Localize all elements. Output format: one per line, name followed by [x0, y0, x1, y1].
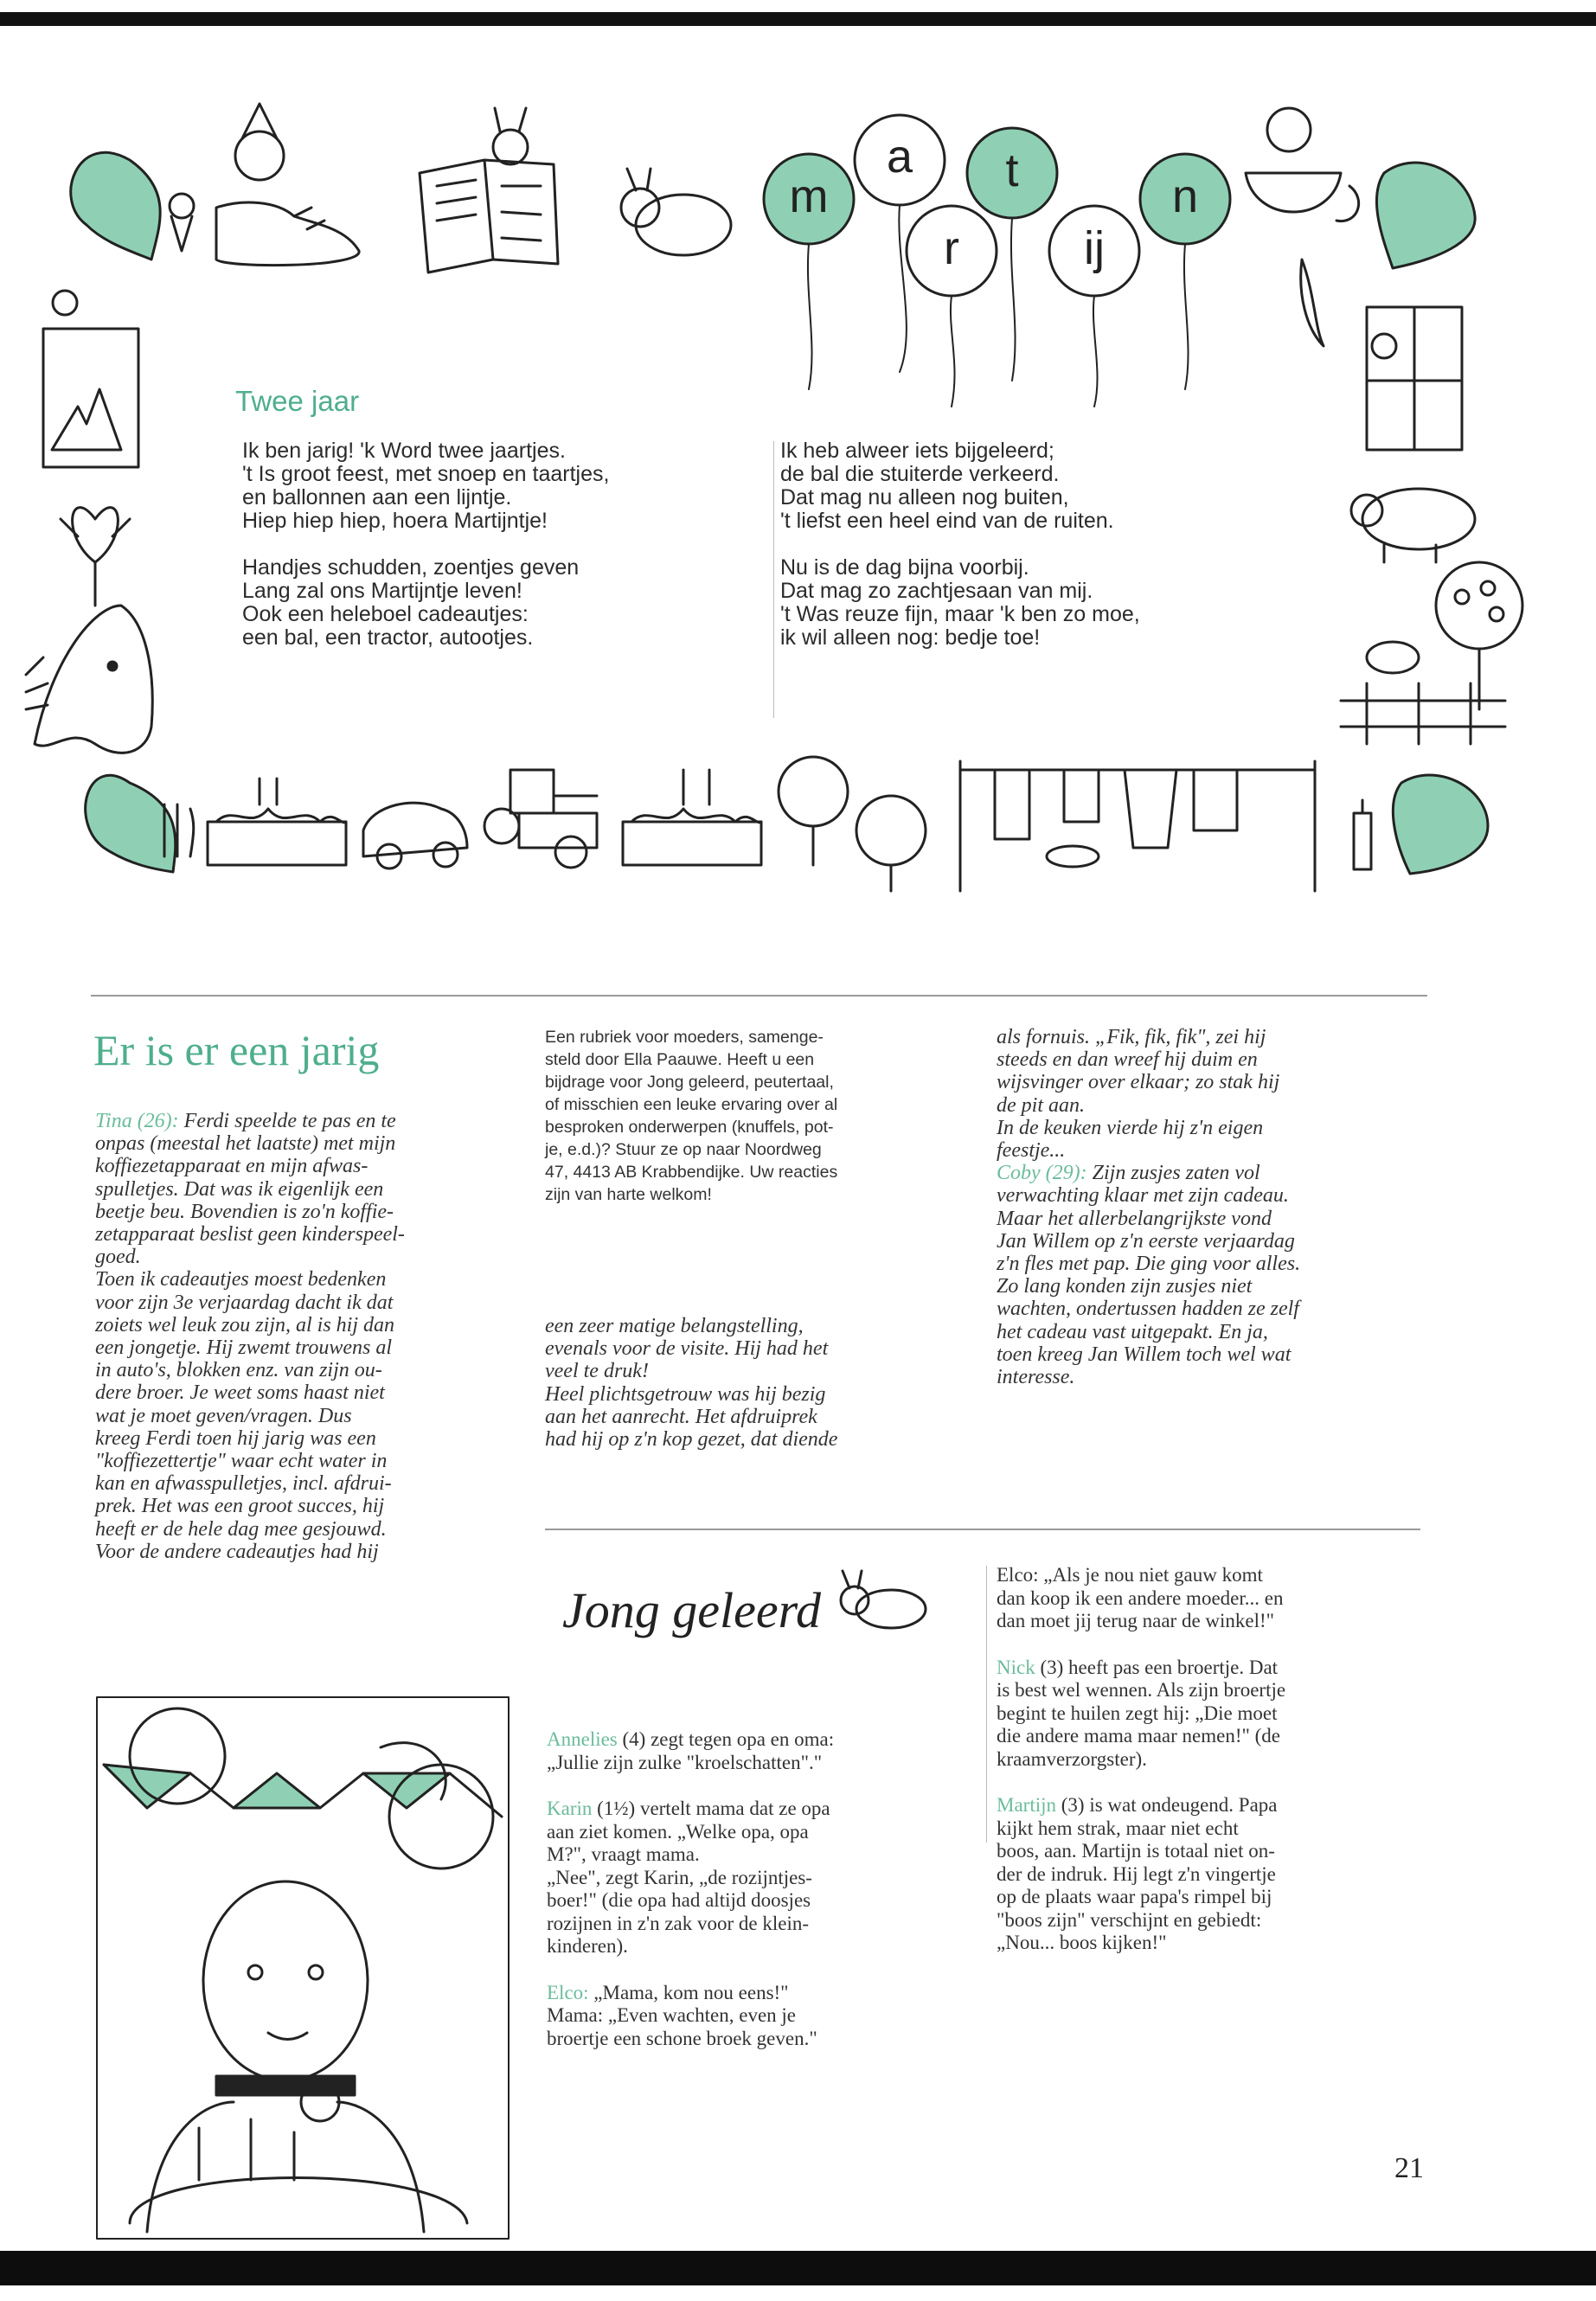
text-line: „Nou... boos kijken!" — [997, 1932, 1167, 1953]
tractor-icon — [484, 770, 597, 868]
text-line: of misschien een leuke ervaring over al — [545, 1095, 838, 1114]
jong-geleerd-left — [547, 1728, 971, 2073]
poem-line: en ballonnen aan een lijntje. — [242, 485, 512, 510]
potty-baby-icon — [1246, 108, 1359, 221]
heart-icon — [1376, 163, 1475, 268]
child-name: Nick — [997, 1656, 1035, 1678]
text-line: dan moet jij terug naar de winkel!" — [997, 1610, 1275, 1631]
jarig-col3-line — [997, 1162, 1429, 1184]
text-line: in auto's, blokken enz. van zijn ou- — [95, 1359, 382, 1382]
text-line: kreeg Ferdi toen hij jarig was een — [95, 1426, 376, 1450]
text-line: steld door Ella Paauwe. Heeft u een — [545, 1050, 815, 1069]
text-line: heeft er de hele dag mee gesjouwd. — [95, 1517, 387, 1541]
text-line: kan en afwasspulletjes, incl. afdrui- — [95, 1472, 392, 1496]
text-line: verwachting klaar met zijn cadeau. — [997, 1184, 1289, 1208]
section-rule — [545, 1529, 1420, 1530]
anecdote — [997, 1794, 1429, 1955]
poem-line: 't Was reuze fijn, maar 'k ben zo moe, — [780, 602, 1140, 626]
text-line: dere broer. Je weet soms haast niet — [95, 1381, 385, 1405]
text-line: M?", vraagt mama. — [547, 1843, 700, 1865]
text-line: Elco: „Als je nou niet gauw komt — [997, 1564, 1263, 1586]
text-line: toen kreeg Jan Willem toch wel wat — [997, 1343, 1292, 1366]
text-line: had hij op z'n kop gezet, dat diende — [545, 1428, 838, 1452]
text-line: Jan Willem op z'n eerste verjaardag — [997, 1229, 1295, 1253]
poem-line: een bal, een tractor, autootjes. — [242, 625, 534, 650]
jong-geleerd-right — [997, 1564, 1429, 1978]
poem-line: Ik heb alweer iets bijgeleerd; — [780, 439, 1054, 463]
poem-divider — [773, 441, 774, 718]
text-line: z'n fles met pap. Die ging voor alles. — [997, 1253, 1301, 1276]
balloon-letter-r: r — [944, 222, 959, 274]
jarig-column-1 — [95, 1110, 519, 1563]
horse-head-icon — [26, 606, 152, 753]
text-line: "boos zijn" verschijnt en gebiedt: — [997, 1908, 1262, 1931]
text-line: kijkt hem strak, maar niet echt — [997, 1817, 1239, 1839]
tree-fence-icon — [1341, 562, 1522, 744]
poem-line: Ook een heleboel cadeautjes: — [242, 602, 529, 626]
rabbit-icon — [621, 169, 731, 255]
text-line: wachten, ondertussen hadden ze zelf — [997, 1298, 1299, 1321]
poem-stanza — [780, 439, 1265, 533]
anecdote — [547, 1798, 971, 1958]
text-line: spulletjes. Dat was ik eigenlijk een — [95, 1177, 384, 1201]
text-line: de pit aan. — [997, 1093, 1085, 1117]
text-line: Zo lang konden zijn zusjes niet — [997, 1275, 1253, 1298]
poem-line: de bal die stuiterde verkeerd. — [780, 462, 1060, 486]
text-line: als fornuis. „Fik, fik, fik", zei hij — [997, 1026, 1266, 1048]
text-line: Voor de andere cadeautjes had hij — [95, 1540, 379, 1563]
carrot-icon — [1301, 260, 1324, 346]
text-line: op de plaats waar papa's rimpel bij — [997, 1886, 1272, 1907]
clothesline-icon — [960, 761, 1315, 891]
heart-icon — [86, 775, 176, 872]
text-line: „Mama, kom nou eens!" — [593, 1981, 789, 2003]
bottom-rule-bar — [0, 2251, 1596, 2285]
castle-picture-icon — [43, 291, 138, 467]
heart-icon — [71, 152, 160, 260]
rabbit-icon — [830, 1566, 934, 1635]
text-line: is best wel wennen. Als zijn broertje — [997, 1679, 1286, 1701]
poem-line: Handjes schudden, zoentjes geven — [242, 555, 580, 580]
text-line: der de indruk. Hij legt z'n vingertje — [997, 1862, 1276, 1885]
balloon-letter-t: t — [1005, 144, 1019, 196]
child-name: Martijn — [997, 1794, 1056, 1816]
text-line: steeds en dan wreef hij duim en — [997, 1048, 1258, 1072]
heart-icon — [1393, 775, 1488, 874]
text-line: „Jullie zijn zulke "kroelschatten"." — [547, 1751, 823, 1773]
jong-geleerd-divider — [986, 1566, 987, 1843]
text-line: besproken onderwerpen (knuffels, pot- — [545, 1118, 834, 1137]
page-number: 21 — [1394, 2152, 1424, 2184]
text-line: interesse. — [997, 1366, 1075, 1389]
poem-line: Ik ben jarig! 'k Word twee jaartjes. — [242, 439, 566, 463]
anecdote — [997, 1564, 1429, 1633]
text-line: die andere mama maar nemen!" (de — [997, 1725, 1281, 1747]
text-line: (1½) vertelt mama dat ze opa — [597, 1798, 830, 1819]
text-line: boer!" (die opa had altijd doosjes — [547, 1889, 811, 1911]
text-line: (3) heeft pas een broertje. Dat — [1040, 1656, 1279, 1678]
text-line: kinderen). — [547, 1935, 628, 1957]
text-line: kraamverzorgster). — [997, 1747, 1147, 1770]
poem-line: ik wil alleen nog: bedje toe! — [780, 625, 1041, 650]
ice-cream-icon — [170, 194, 194, 251]
poem-stanza — [242, 439, 753, 533]
text-line: een zeer matige belangstelling, — [545, 1315, 804, 1337]
text-line: beetje beu. Bovendien is zo'n koffie- — [95, 1200, 394, 1223]
text-line: wijsvinger over elkaar; zo stak hij — [997, 1071, 1280, 1094]
text-line: voor zijn 3e verjaardag dacht ik dat — [95, 1291, 394, 1314]
text-line: onpas (meestal het laatste) met mijn — [95, 1132, 396, 1156]
poem-right-column — [780, 439, 1265, 673]
poem-line: Dat mag zo zachtjesaan van mij. — [780, 579, 1093, 603]
text-line: zijn van harte welkom! — [545, 1185, 712, 1204]
balloon-letter-n: n — [1171, 170, 1199, 222]
child-name: Annelies — [547, 1728, 618, 1750]
anecdote — [997, 1657, 1429, 1772]
text-line: je, e.d.)? Stuur ze op naar Noordweg — [545, 1140, 822, 1159]
birthday-cake-icon — [208, 779, 346, 865]
jarig-column-2 — [545, 1315, 952, 1451]
poem-line: Hiep hiep hiep, hoera Martijntje! — [242, 509, 548, 533]
birthday-cake-icon — [623, 770, 761, 865]
shoe-gnome-icon — [216, 104, 359, 266]
car-icon — [363, 803, 467, 868]
text-line: 47, 4413 AB Krabbendijke. Uw reacties — [545, 1163, 838, 1182]
text-line: zoiets wel leuk zou zijn, al is hij dan — [95, 1313, 394, 1336]
poem-line: 't Is groot feest, met snoep en taartjes, — [242, 462, 610, 486]
text-line: aan ziet komen. „Welke opa, opa — [547, 1820, 809, 1843]
text-line: Ferdi speelde te pas en te — [183, 1110, 396, 1132]
window-bear-icon — [1367, 307, 1462, 450]
text-line: Zijn zusjes zaten vol — [1092, 1162, 1260, 1185]
pig-icon — [1351, 489, 1475, 562]
anecdote — [547, 1728, 971, 1774]
text-line: "koffiezettertje" waar echt water in — [95, 1450, 388, 1473]
poem-left-column — [242, 439, 753, 673]
text-line: Mama: „Even wachten, even je — [547, 2004, 797, 2026]
text-line: (4) zegt tegen opa en oma: — [622, 1728, 835, 1750]
text-line: goed. — [95, 1246, 141, 1269]
poem-line: Lang zal ons Martijntje leven! — [242, 579, 522, 603]
anecdote — [547, 1982, 971, 2051]
newspaper-icon — [420, 108, 558, 272]
text-line: het cadeau vast uitgepakt. En ja, — [997, 1320, 1268, 1343]
contributor-name: Tina (26): — [95, 1110, 179, 1132]
text-line: Een rubriek voor moeders, samenge- — [545, 1028, 824, 1047]
text-line: (3) is wat ondeugend. Papa — [1061, 1794, 1278, 1816]
poem-title: Twee jaar — [235, 385, 360, 417]
text-line: prek. Het was een groot succes, hij — [95, 1495, 385, 1518]
text-line: dan koop ik een andere moeder... en — [997, 1586, 1284, 1609]
text-line: Toen ik cadeautjes moest bedenken — [95, 1268, 387, 1292]
poem-line: Nu is de dag bijna voorbij. — [780, 555, 1029, 580]
jong-geleerd-title: Jong geleerd — [562, 1582, 822, 1638]
text-line: wat je moet geven/vragen. Dus — [95, 1404, 352, 1427]
text-line: Heel plichtsgetrouw was hij bezig — [545, 1382, 826, 1406]
child-name: Karin — [547, 1798, 593, 1819]
text-line: evenals voor de visite. Hij had het — [545, 1337, 829, 1361]
text-line: aan het aanrecht. Het afdruiprek — [545, 1405, 817, 1428]
contributor-name: Coby (29): — [997, 1162, 1087, 1185]
balloon-letter-m: m — [789, 170, 829, 222]
jarig-notice — [545, 1026, 960, 1206]
text-line: bijdrage voor Jong geleerd, peutertaal, — [545, 1073, 834, 1092]
jarig-col1-line — [95, 1110, 519, 1132]
text-line: In de keuken vierde hij z'n eigen — [997, 1116, 1264, 1139]
text-line: zetapparaat beslist geen kinderspeel- — [95, 1223, 405, 1247]
poem-stanza — [242, 556, 753, 650]
balloon-letter-a: a — [886, 131, 913, 183]
balloon-letter-ij: ij — [1084, 222, 1105, 274]
text-line: Maar het allerbelangrijkste vond — [997, 1207, 1272, 1230]
poem-line: Dat mag nu alleen nog buiten, — [780, 485, 1069, 510]
text-line: veel te druk! — [545, 1360, 649, 1383]
child-with-cake-illustration — [95, 1695, 510, 2240]
text-line: rozijnen in z'n zak voor de klein- — [547, 1912, 810, 1934]
plant-icon — [61, 508, 130, 606]
child-name: Elco: — [547, 1981, 589, 2003]
text-line: een jongetje. Hij zwemt trouwens al — [95, 1336, 393, 1360]
section-rule — [91, 995, 1427, 997]
poem-line: 't liefst een heel eind van de ruiten. — [780, 509, 1114, 533]
poem-stanza — [780, 556, 1265, 650]
text-line: broertje een schone broek geven." — [547, 2027, 817, 2049]
text-line: koffiezetapparaat en mijn afwas- — [95, 1155, 369, 1178]
candle-icon — [1354, 800, 1371, 869]
jarig-section-title: Er is er een jarig — [93, 1026, 380, 1074]
flowers-icon — [779, 757, 926, 891]
text-line: feestje... — [997, 1139, 1066, 1163]
text-line: begint te huilen zegt hij: „Die moet — [997, 1702, 1278, 1724]
text-line: „Nee", zegt Karin, „de rozijntjes- — [547, 1866, 812, 1888]
jarig-column-3 — [997, 1026, 1429, 1388]
text-line: boos, aan. Martijn is totaal niet on- — [997, 1840, 1275, 1862]
